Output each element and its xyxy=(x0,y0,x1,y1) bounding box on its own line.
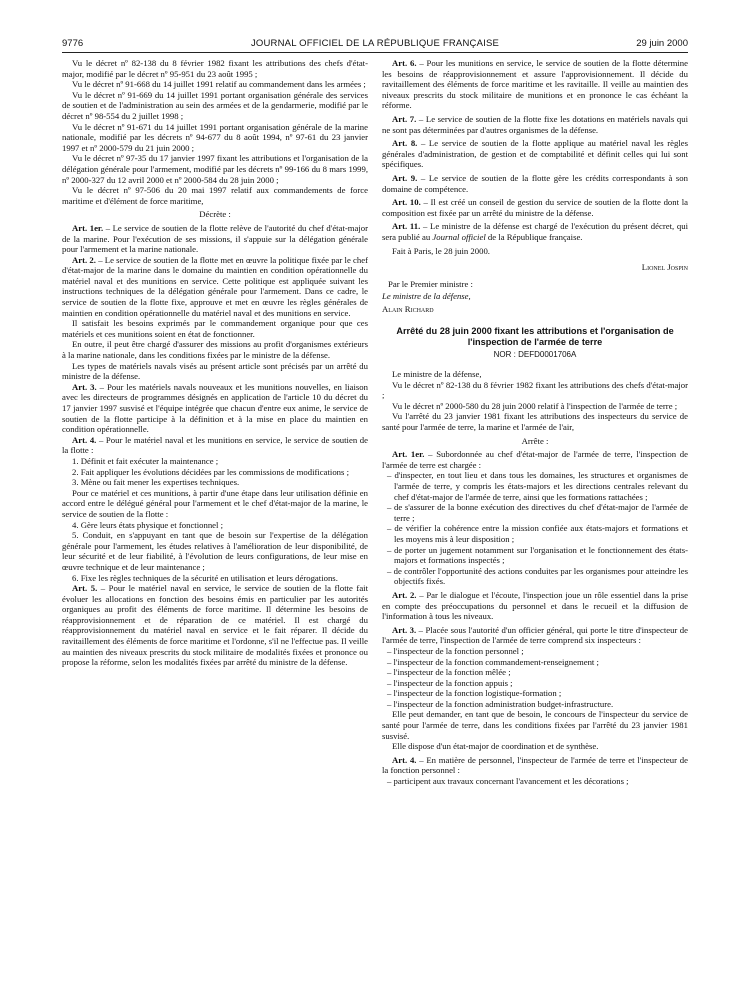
arrete-article-3-item-1: – l'inspecteur de la fonction personnel ; xyxy=(387,645,524,656)
article-6-label: Art. 6. xyxy=(392,58,417,68)
article-1-text: – Le service de soutien de la flotte relève de l'autorité du chef d'état-major de la marine. Pour l'exécution de ses missions, il s'appuie sur la délégation générale pour l'armement et la marine nationale. xyxy=(62,222,368,255)
article-4-paragraph-2: Pour ce matériel et ces munitions, à partir d'une étape dans leur utilisation définie en accord entre le délégué général pour l'armement et le chef d'état-major de la marine, le service de soutien de la flotte : xyxy=(62,487,368,519)
signing-place-date: Fait à Paris, le 28 juin 2000. xyxy=(392,245,490,256)
arrete-visa-1: Vu le décret nº 82-138 du 8 février 1982 fixant les attributions des chefs d'état-major ; xyxy=(382,379,688,401)
arrete-article-2-label: Art. 2. xyxy=(392,589,417,600)
article-4-item-6: 6. Fixe les règles techniques de la sécurité en utilisation et leurs dérogations. xyxy=(72,572,338,583)
arrete-article-1-item-2: – de s'assurer de la bonne exécution des directives du chef d'état-major de l'armée de terre ; xyxy=(387,502,688,523)
article-8 xyxy=(382,138,688,170)
article-11-text-a: – Le ministre de la défense est chargé de l'exécution du présent décret, qui sera publié au xyxy=(382,221,688,242)
arrete-article-3-item-3: – l'inspecteur de la fonction mêlée ; xyxy=(387,667,511,678)
arrete-article-1-label: Art. 1er. xyxy=(392,449,425,460)
article-3-text: – Pour les matériels navals nouveaux et les munitions nouvelles, en liaison avec les directeurs de programmes désignés en application de l'article 10 du décret du 17 janvier 1997 susvisé et l'équipe intégrée que chacun d'entre eux anime, le service de soutien de la flotte participe à la définition et à la mise en place du maintien en condition opérationnelle. xyxy=(62,381,368,435)
arrete-article-1 xyxy=(382,449,688,470)
article-4-label: Art. 4. xyxy=(72,434,97,445)
arrete-article-1-item-4: – de porter un jugement notamment sur l'organisation et le fonctionnement des états-majors et formations inspectés ; xyxy=(387,544,688,566)
issue-date: 29 juin 2000 xyxy=(636,38,688,49)
arrete-article-2 xyxy=(382,590,688,622)
article-4-item-2: 2. Fait appliquer les évolutions décidées par les commissions de modifications ; xyxy=(72,466,349,477)
arrete-visa-3: Vu l'arrêté du 23 janvier 1981 fixant les attributions des inspecteurs du service de santé pour l'armée de terre, la marine et l'armée de l'air, xyxy=(382,411,688,433)
arrete-article-4-item-1: – participent aux travaux concernant l'avancement et les décorations ; xyxy=(387,776,629,787)
article-11-text-b: de la République française. xyxy=(485,231,583,242)
journal-officiel-reference: Journal officiel xyxy=(432,231,486,242)
article-10-text: – Il est créé un conseil de gestion du service de soutien de la flotte dont la composition est fixée par un arrêté du ministre de la défense. xyxy=(382,197,688,218)
article-5-label: Art. 5. xyxy=(72,583,98,594)
article-2 xyxy=(62,255,368,319)
arrete-article-1-item-1: – d'inspecter, en tout lieu et dans tous les domaines, les structures et organismes de l'armée de terre, y compris les états-majors et les directions centrales relevant du chef d'état-major de l'armée de terre, ainsi que les formations rattachées ; xyxy=(387,470,688,502)
minister-title: Le ministre de la défense, xyxy=(382,291,471,302)
arrete-minister: Le ministre de la défense, xyxy=(392,369,482,380)
article-2-paragraph-2: Il satisfait les besoins exprimés par le commandement organique pour que ces matériels et ces munitions soient en état de fonctionner. xyxy=(62,318,368,339)
arrete-article-4-label: Art. 4. xyxy=(392,754,417,765)
article-1-label: Art. 1er. xyxy=(72,222,104,233)
arrete-article-3-paragraph-2: Elle peut demander, en tant que de besoin, le concours de l'inspecteur du service de santé pour l'armée de terre, dans les conditions fixées par l'arrêté du 23 janvier 1981 susvisé. xyxy=(382,709,688,741)
article-9-text: – Le service de soutien de la flotte gère les crédits correspondants à son domaine de compétence. xyxy=(382,172,688,194)
article-6-text: – Pour les munitions en service, le service de soutien de la flotte détermine les besoins de réapprovisionnement et assure l'approvisionnement. Il décide du ravitaillement des éléments de force maritime et les ravitaille. Il veille au maintien des niveaux prescrits du stock militaire de munitions et en prononce le cas échéant la réforme. xyxy=(382,58,688,111)
arrete-article-3 xyxy=(382,625,688,646)
visa-1: Vu le décret nº 82-138 du 8 février 1982 fixant les attributions des chefs d'état-major, modifié par le décret nº 95-951 du 23 août 1995 ; xyxy=(62,58,368,79)
article-6 xyxy=(382,58,688,111)
visa-5: Vu le décret nº 97-35 du 17 janvier 1997 fixant les attributions et l'organisation de la délégation générale pour l'armement, modifié par les décrets nº 99-166 du 8 mars 1999, nº 2000-327 du 12 avril 2000 et nº 2000-584 du 28 juin 2000 ; xyxy=(62,153,368,185)
page-header xyxy=(62,36,688,53)
article-10-label: Art. 10. xyxy=(392,197,421,208)
arrete-title: Arrêté du 28 juin 2000 fixant les attributions et l'organisation de l'inspection de l'armée de terre xyxy=(396,326,674,348)
left-column xyxy=(62,58,368,982)
article-11 xyxy=(382,221,688,242)
article-2-label: Art. 2. xyxy=(72,254,96,265)
par-le-premier-ministre: Par le Premier ministre : xyxy=(388,278,473,289)
article-5-text: – Pour le matériel naval en service, le service de soutien de la flotte fait évoluer les allocations en fonction des besoins émis en particulier par les autorités organiques au profit des éléments de force maritime. Il détermine les besoins de réapprovisionnement et de réparation de ce matériel. Il est chargé du réapprovisionnement du matériel naval en service et le fait réparer. Il décide du ravitaillement des éléments de force maritime et l'ordonne, s'il ne l'effectue pas. Il veille au maintien des niveaux prescrits du stock militaire de modalités fixées et prononce ou propose la réforme, selon les modalités fixées par arrêté du ministre de la défense. xyxy=(62,583,368,668)
article-5 xyxy=(62,583,368,668)
article-7 xyxy=(382,114,688,135)
article-4-item-5: 5. Conduit, en s'appuyant en tant que de besoin sur l'expertise de la délégation générale pour l'armement, les études relatives à l'amélioration de leur disponibilité, de leur sécurité et de leur fiabilité, à l'évolution de leurs configurations, de leur mise en œuvre technique et de leur maintenance ; xyxy=(62,530,368,572)
visa-2: Vu le décret nº 91-668 du 14 juillet 1991 relatif au commandement dans les armées ; xyxy=(72,79,366,90)
arrete-article-1-item-3: – de vérifier la cohérence entre la mission confiée aux états-majors et formations et les moyens mis à leur disposition ; xyxy=(387,523,688,544)
arrete-article-3-text: – Placée sous l'autorité d'un officier général, qui porte le titre d'inspecteur de l'armée de terre, l'inspection de l'armée de terre comprend six inspecteurs : xyxy=(382,624,688,646)
visa-4: Vu le décret nº 91-671 du 14 juillet 1991 portant organisation générale de la marine nationale, modifié par les décrets nº 94-677 du 8 août 1994, nº 97-61 du 23 janvier 1997 et nº 2000-579 du 21 juin 2000 ; xyxy=(62,121,368,153)
article-2-text: – Le service de soutien de la flotte met en œuvre la politique fixée par le chef d'état-major de la marine dans le domaine du maintien en condition opérationnelle du matériel naval et des munitions en service. Cette politique est appliquée suivant les instructions techniques de la délégation générale pour l'armement. Dans ce cadre, le service de soutien de la flotte fixe, approuve et met en œuvre les règles générales de maintien en condition opérationnelle du matériel naval et des munitions en service. xyxy=(62,254,368,318)
arrete-article-3-item-5: – l'inspecteur de la fonction logistique-formation ; xyxy=(387,688,562,699)
article-3 xyxy=(62,382,368,435)
minister-name: Alain Richard xyxy=(382,303,434,314)
arrete-article-3-item-2: – l'inspecteur de la fonction commandement-renseignement ; xyxy=(387,656,599,667)
article-4-item-3: 3. Mène ou fait mener les expertises techniques. xyxy=(72,477,240,488)
article-7-text: – Le service de soutien de la flotte fixe les dotations en matériels navals qui ne sont pas déterminées par d'autres organismes de la défense. xyxy=(382,113,688,135)
page-number: 9776 xyxy=(62,38,84,49)
decrete-heading: Décrète : xyxy=(199,209,231,220)
journal-title: JOURNAL OFFICIEL DE LA RÉPUBLIQUE FRANÇAISE xyxy=(250,38,500,49)
article-2-paragraph-3: En outre, il peut être chargé d'assurer des missions au profit d'organismes extérieurs à la marine nationale, dans les conditions fixées par le ministre de la défense. xyxy=(62,339,368,361)
article-2-paragraph-4: Les types de matériels navals visés au présent article sont précisés par un arrêté du ministre de la défense. xyxy=(62,360,368,382)
signatory-name: Lionel Jospin xyxy=(641,262,688,273)
arrete-article-3-paragraph-3: Elle dispose d'un état-major de coordination et de synthèse. xyxy=(392,741,599,752)
arrete-article-2-text: – Par le dialogue et l'écoute, l'inspection joue un rôle essentiel dans la prise en compte des préoccupations du personnel et dans le recueil et la diffusion de l'information à tous les niveaux. xyxy=(382,589,688,622)
arrete-heading: Arrête : xyxy=(521,435,549,446)
visa-6: Vu le décret nº 97-506 du 20 mai 1997 relatif aux commandements de force maritime et d'élément de force maritime, xyxy=(62,185,368,206)
article-4 xyxy=(62,435,368,456)
article-9 xyxy=(382,173,688,194)
visa-3: Vu le décret nº 91-669 du 14 juillet 1991 portant organisation générale des services de soutien et de l'administration au sein des armées et de la gendarmerie, modifié par le décret nº 98-554 du 2 juillet 1998 ; xyxy=(62,89,368,121)
arrete-article-1-text: – Subordonnée au chef d'état-major de l'armée de terre, l'inspection de l'armée de terre est chargée : xyxy=(382,449,688,470)
article-7-label: Art. 7. xyxy=(392,113,417,124)
article-8-text: – Le service de soutien de la flotte applique au matériel naval les règles générales d'administration, de gestion et de comptabilité et définit celles qui lui sont spécifiques. xyxy=(382,138,688,170)
arrete-article-3-label: Art. 3. xyxy=(392,624,417,635)
article-11-label: Art. 11. xyxy=(392,221,421,232)
article-3-label: Art. 3. xyxy=(72,381,97,392)
article-4-text: – Pour le matériel naval et les munitions en service, le service de soutien de la flotte : xyxy=(62,434,368,456)
arrete-visa-2: Vu le décret nº 2000-580 du 28 juin 2000 relatif à l'inspection de l'armée de terre ; xyxy=(392,400,678,411)
article-4-item-1: 1. Définit et fait exécuter la maintenance ; xyxy=(72,455,219,466)
article-9-label: Art. 9. xyxy=(392,172,418,183)
arrete-article-3-item-4: – l'inspecteur de la fonction appuis ; xyxy=(387,677,513,688)
right-column xyxy=(382,58,688,982)
arrete-article-4 xyxy=(382,755,688,776)
arrete-article-4-text: – En matière de personnel, l'inspecteur de l'armée de terre et l'inspecteur de la fonction personnel : xyxy=(382,754,688,776)
nor-reference: NOR : DEFD0001706A xyxy=(493,350,577,360)
article-8-label: Art. 8. xyxy=(392,138,418,149)
arrete-article-3-item-6: – l'inspecteur de la fonction administration budget-infrastructure. xyxy=(387,698,614,709)
article-1 xyxy=(62,223,368,255)
article-10 xyxy=(382,197,688,218)
article-4-item-4: 4. Gère leurs états physique et fonctionnel ; xyxy=(72,519,224,530)
arrete-article-1-item-5: – de contrôler l'opportunité des actions conduites par les organismes pour atteindre les objectifs fixés. xyxy=(387,565,688,587)
